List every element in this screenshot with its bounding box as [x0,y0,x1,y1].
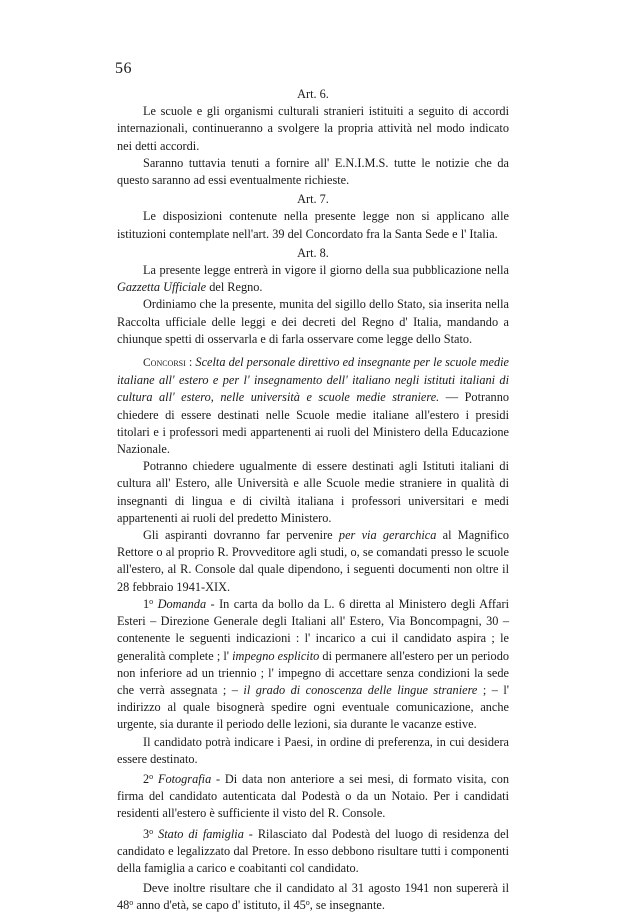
article-6-heading: Art. 6. [297,87,329,101]
text-run: al Magnifico Rettore o al proprio R. Provveditore agli studi, o, se comandati presso le scuole all'estero, al R. Console dal quale dipendono, i seguenti documenti non oltre il 28 febbraio 1941-XIX. [117,528,510,594]
item-title: Stato di famiglia [158,826,244,841]
text-run: La presente legge entrerà in vigore il giorno della sua pubblicazione nella [143,263,509,278]
final-paragraph [117,880,509,914]
item-title: Domanda [157,596,207,611]
item-1-paragraph-2: Il candidato potrà indicare i Paesi, in ordine di preferenza, in cui desidera essere destinato. [117,734,509,766]
document-body [117,86,509,915]
article-7-paragraph-1: Le disposizioni contenute nella presente legge non si applicano alle istituzioni contemplate nell'art. 39 del Concordato fra la Santa Sede e l' Italia. [117,209,509,241]
text-run: , se insegnante. [309,898,385,913]
text-run: - In carta da bollo da L. 6 diretta al Ministero degli Affari Esteri – Direzione Generale degli Italiani all' Estero, Via Boncompagni, 30 – contenente le seguenti indicazioni : l' incarico a cui il candidato aspira ; le generalità complete ; l' [117,596,509,663]
item-number: 1 [143,596,150,611]
italic-run: il grado di conoscenza delle lingue straniere [243,682,478,697]
concorsi-paragraph-3 [117,527,509,596]
item-2-fotografia [117,771,509,823]
item-title: Fotografia [157,771,212,786]
gazzetta-title: Gazzetta Ufficiale [117,280,207,295]
item-1-domanda [117,596,509,734]
ordinal-mark: o [149,771,154,781]
text-run: ; – l' indirizzo al quale bisognerà spedire ogni eventuale comunicazione, anche urgente, sia durante il periodo delle lezioni, sia durante le vacanze estive. [117,682,510,732]
text-run: Deve inoltre risultare che il candidato al 31 agosto 1941 non supererà il 48 [117,881,509,913]
article-8-heading: Art. 8. [297,245,329,260]
text-run: anno d'età, se capo d' istituto, il 45 [133,898,306,913]
text-run: - Di data non anteriore a sei mesi, di formato visita, con firma del candidato autenticata dal Podestà o da un Notaio. Per i candidati residenti all'estero è sufficiente il visto del R. Console. [117,771,509,821]
ordinal-mark: o [149,826,154,836]
concorsi-paragraph-2: Potranno chiedere ugualmente di essere destinati agli Istituti italiani di cultura all' Estero, alle Università e alle Scuole medie straniere in qualità di insegnanti di lingua e di civiltà italiana i professori universitari e medi appartenenti ai ruoli del predetto Ministero. [117,459,509,525]
text-run: — Potranno chiedere di essere destinati nelle Scuole medie italiane all'estero i presidi titolari e i professori medi appartenenti ai ruoli del Ministero della Educazione Nazionale. [117,390,509,457]
via-gerarchica: per via gerarchica [338,528,437,543]
article-8-paragraph-2: Ordiniamo che la presente, munita del sigillo dello Stato, sia inserita nella Raccolta ufficiale delle leggi e dei decreti del Regno d' Italia, mandando a chiunque spetti di osservarla e di farla osservare come legge dello Stato. [117,297,509,346]
text-run: : [185,355,196,370]
concorsi-label: Concorsi [143,357,186,370]
text-run: Gli aspiranti dovranno far pervenire [143,528,339,543]
ordinal-mark: o [129,898,134,908]
article-7-heading: Art. 7. [297,192,329,207]
article-8-paragraph-1 [117,262,509,296]
text-run: di permanere all'estero per un periodo non inferiore ad un triennio ; l' impegno di accettare senza condizioni la sede che verrà assegnata ; – [117,648,509,697]
ordinal-mark: o [149,596,154,606]
concorsi-italic-title: Scelta del personale direttivo ed insegnante per le scuole medie italiane all' estero e per l' insegnamento dell' italiano negli istituti italiani di cultura all' estero, nelle università e scuole medie straniere. [117,355,509,405]
concorsi-paragraph-1 [117,354,509,458]
article-6-paragraph-2: Saranno tuttavia tenuti a fornire all' E.N.I.M.S. tutte le notizie che da questo saranno ad essi eventualmente richieste. [117,155,509,188]
page-number: 56 [115,60,132,77]
text-run: del Regno. [206,280,263,295]
item-number: 2 [143,771,150,786]
ordinal-mark: o [305,898,310,908]
item-3-stato-di-famiglia [117,826,509,878]
italic-run: impegno esplicito [232,648,320,663]
article-6-paragraph-1: Le scuole e gli organismi culturali stranieri istituiti a seguito di accordi internazionali, continueranno a svolgere la propria attività nel modo indicato nei detti accordi. [117,104,509,153]
item-number: 3 [143,826,150,841]
text-run: - Rilasciato dal Podestà del luogo di residenza del candidato e legalizzato dal Pretore. In esso debbono risultare tutti i componenti della famiglia a carico e coabitanti col candidato. [117,826,510,875]
